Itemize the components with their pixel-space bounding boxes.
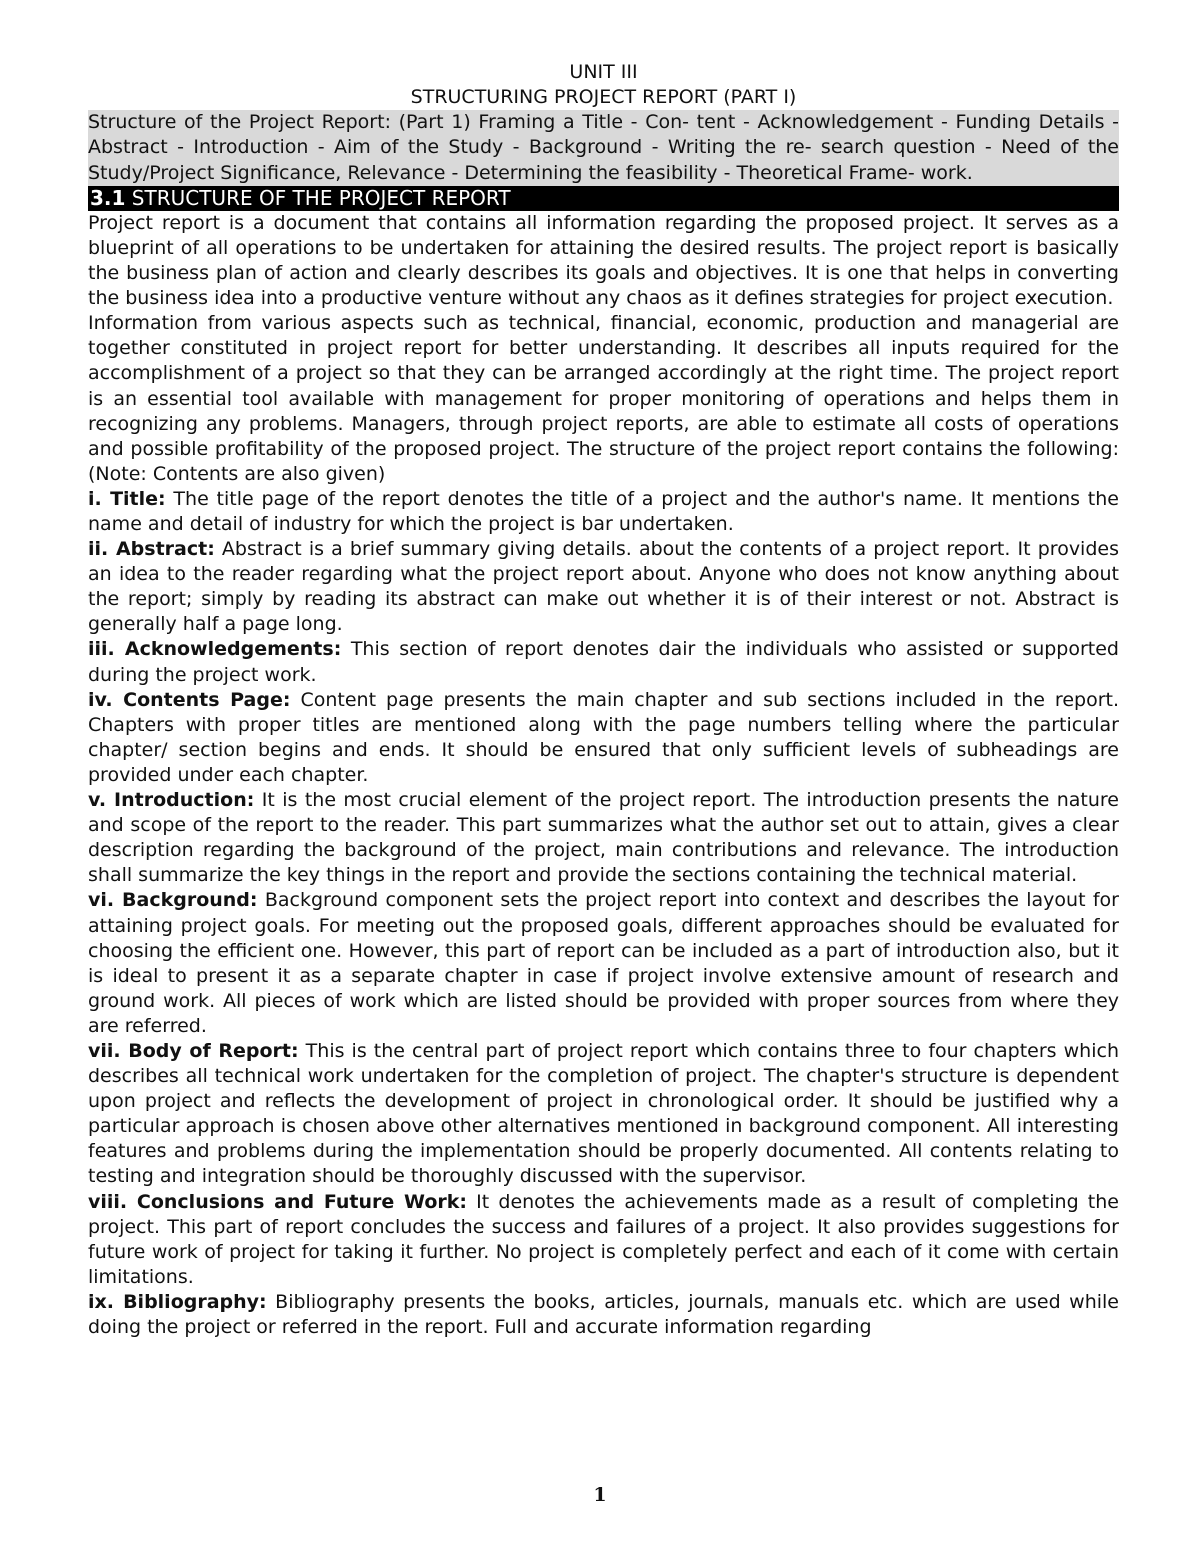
item-term: ii. Abstract:: [88, 538, 215, 561]
item-acknowledgements: [88, 637, 1119, 687]
item-term: vi. Background:: [88, 889, 258, 912]
item-title: [88, 487, 1119, 537]
item-contents-page: [88, 688, 1119, 788]
item-background: [88, 888, 1119, 1039]
item-term: iv. Contents Page:: [88, 688, 291, 711]
item-term: v. Introduction:: [88, 789, 255, 812]
intro-paragraph: Project report is a document that contains all information regarding the proposed project. It serves as a blueprint of all operations to be undertaken for attaining the desired results. The project report is basically the business plan of action and clearly describes its goals and objectives. It is one that helps in converting the business idea into a productive venture without any chaos as it defines strategies for project execution.: [88, 211, 1119, 310]
item-bibliography: [88, 1290, 1119, 1340]
item-term: vii. Body of Report:: [88, 1039, 299, 1062]
document-page: [88, 60, 1119, 1340]
item-text: It denotes the achievements made as a result of completing the project. This part of report concludes the success and failures of a project. It also provides suggestions for future work of project for taking it further. No project is completely perfect and each of it come with certain limitations.: [88, 1190, 1119, 1288]
item-text: Background component sets the project report into context and describes the layout for attaining project goals. For meeting out the proposed goals, different approaches should be evaluated for choosing the efficient one. However, this part of report can be included as a part of introduction also, but it is ideal to present it as a separate chapter in case if project involve extensive amount of research and ground work. All pieces of work which are listed should be provided with proper sources from where they are referred.: [88, 889, 1119, 1037]
section-title: STRUCTURE OF THE PROJECT REPORT: [131, 185, 511, 210]
item-text: Content page presents the main chapter and sub sections included in the report. Chapters with proper titles are mentioned along with the page numbers telling where the particular chapter/ section begins and ends. It should be ensured that only sufficient levels of subheadings are provided under each chapter.: [88, 688, 1120, 786]
intro-paragraph: Information from various aspects such as technical, financial, economic, production and managerial are together constituted in project report for better understanding. It describes all inputs required for the accomplishment of a project so that they can be arranged accordingly at the right time. The project report is an essential tool available with management for proper monitoring of operations and helps them in recognizing any problems. Managers, through project reports, are able to estimate all costs of operations and possible profitability of the proposed project. The structure of the project report contains the following: (Note: Contents are also given): [88, 312, 1119, 485]
item-text: This section of report denotes dair the individuals who assisted or supported during the project work.: [88, 638, 1119, 686]
item-text: The title page of the report denotes the title of a project and the author's name. It mentions the name and detail of industry for which the project is bar undertaken.: [88, 487, 1119, 536]
item-text: This is the central part of project report which contains three to four chapters which describes all technical work undertaken for the completion of project. The chapter's structure is dependent upon project and reflects the development of project in chronological order. It should be justified why a particular approach is chosen above other alternatives mentioned in background component. All interesting features and problems during the implementation should be properly documented. All contents relating to testing and integration should be thoroughly discussed with the supervisor.: [88, 1039, 1119, 1188]
item-abstract: [88, 537, 1119, 637]
item-text: Bibliography presents the books, articles, journals, manuals etc. which are used while doing the project or referred in the report. Full and accurate information regarding: [88, 1290, 1119, 1339]
item-text: Abstract is a brief summary giving details. about the contents of a project report. It provides an idea to the reader regarding what the project report about. Anyone who does not know anything about the report; simply by reading its abstract can make out whether it is of their interest or not. Abstract is generally half a page long.: [88, 538, 1119, 636]
item-term: viii. Conclusions and Future Work:: [88, 1190, 467, 1213]
item-body-of-report: [88, 1039, 1119, 1190]
page-number: 1: [593, 1484, 607, 1506]
unit-label: UNIT III: [569, 61, 638, 83]
item-text: It is the most crucial element of the project report. The introduction presents the nature and scope of the report to the reader. This part summarizes what the author set out to attain, gives a clear description regarding the background of the project, main contributions and relevance. The introduction shall summarize the key things in the report and provide the sections containing the technical material.: [88, 789, 1119, 887]
chapter-title: STRUCTURING PROJECT REPORT (PART I): [410, 86, 797, 108]
section-number: 3.1: [90, 185, 126, 210]
syllabus-summary: Structure of the Project Report: (Part 1) Framing a Title - Con- tent - Acknowledgement - Funding Details -Abstract - Introduction - Aim of the Study - Background - Writing the re- search question - Need of the Study/Project Significance, Relevance - Determining the feasibility - Theoretical Frame- work.: [88, 110, 1119, 186]
item-term: i. Title:: [88, 487, 166, 510]
section-heading: [88, 186, 1119, 211]
item-term: iii. Acknowledgements:: [88, 638, 342, 661]
item-introduction: [88, 788, 1119, 888]
item-conclusions: [88, 1190, 1119, 1290]
item-term: ix. Bibliography:: [88, 1290, 267, 1313]
